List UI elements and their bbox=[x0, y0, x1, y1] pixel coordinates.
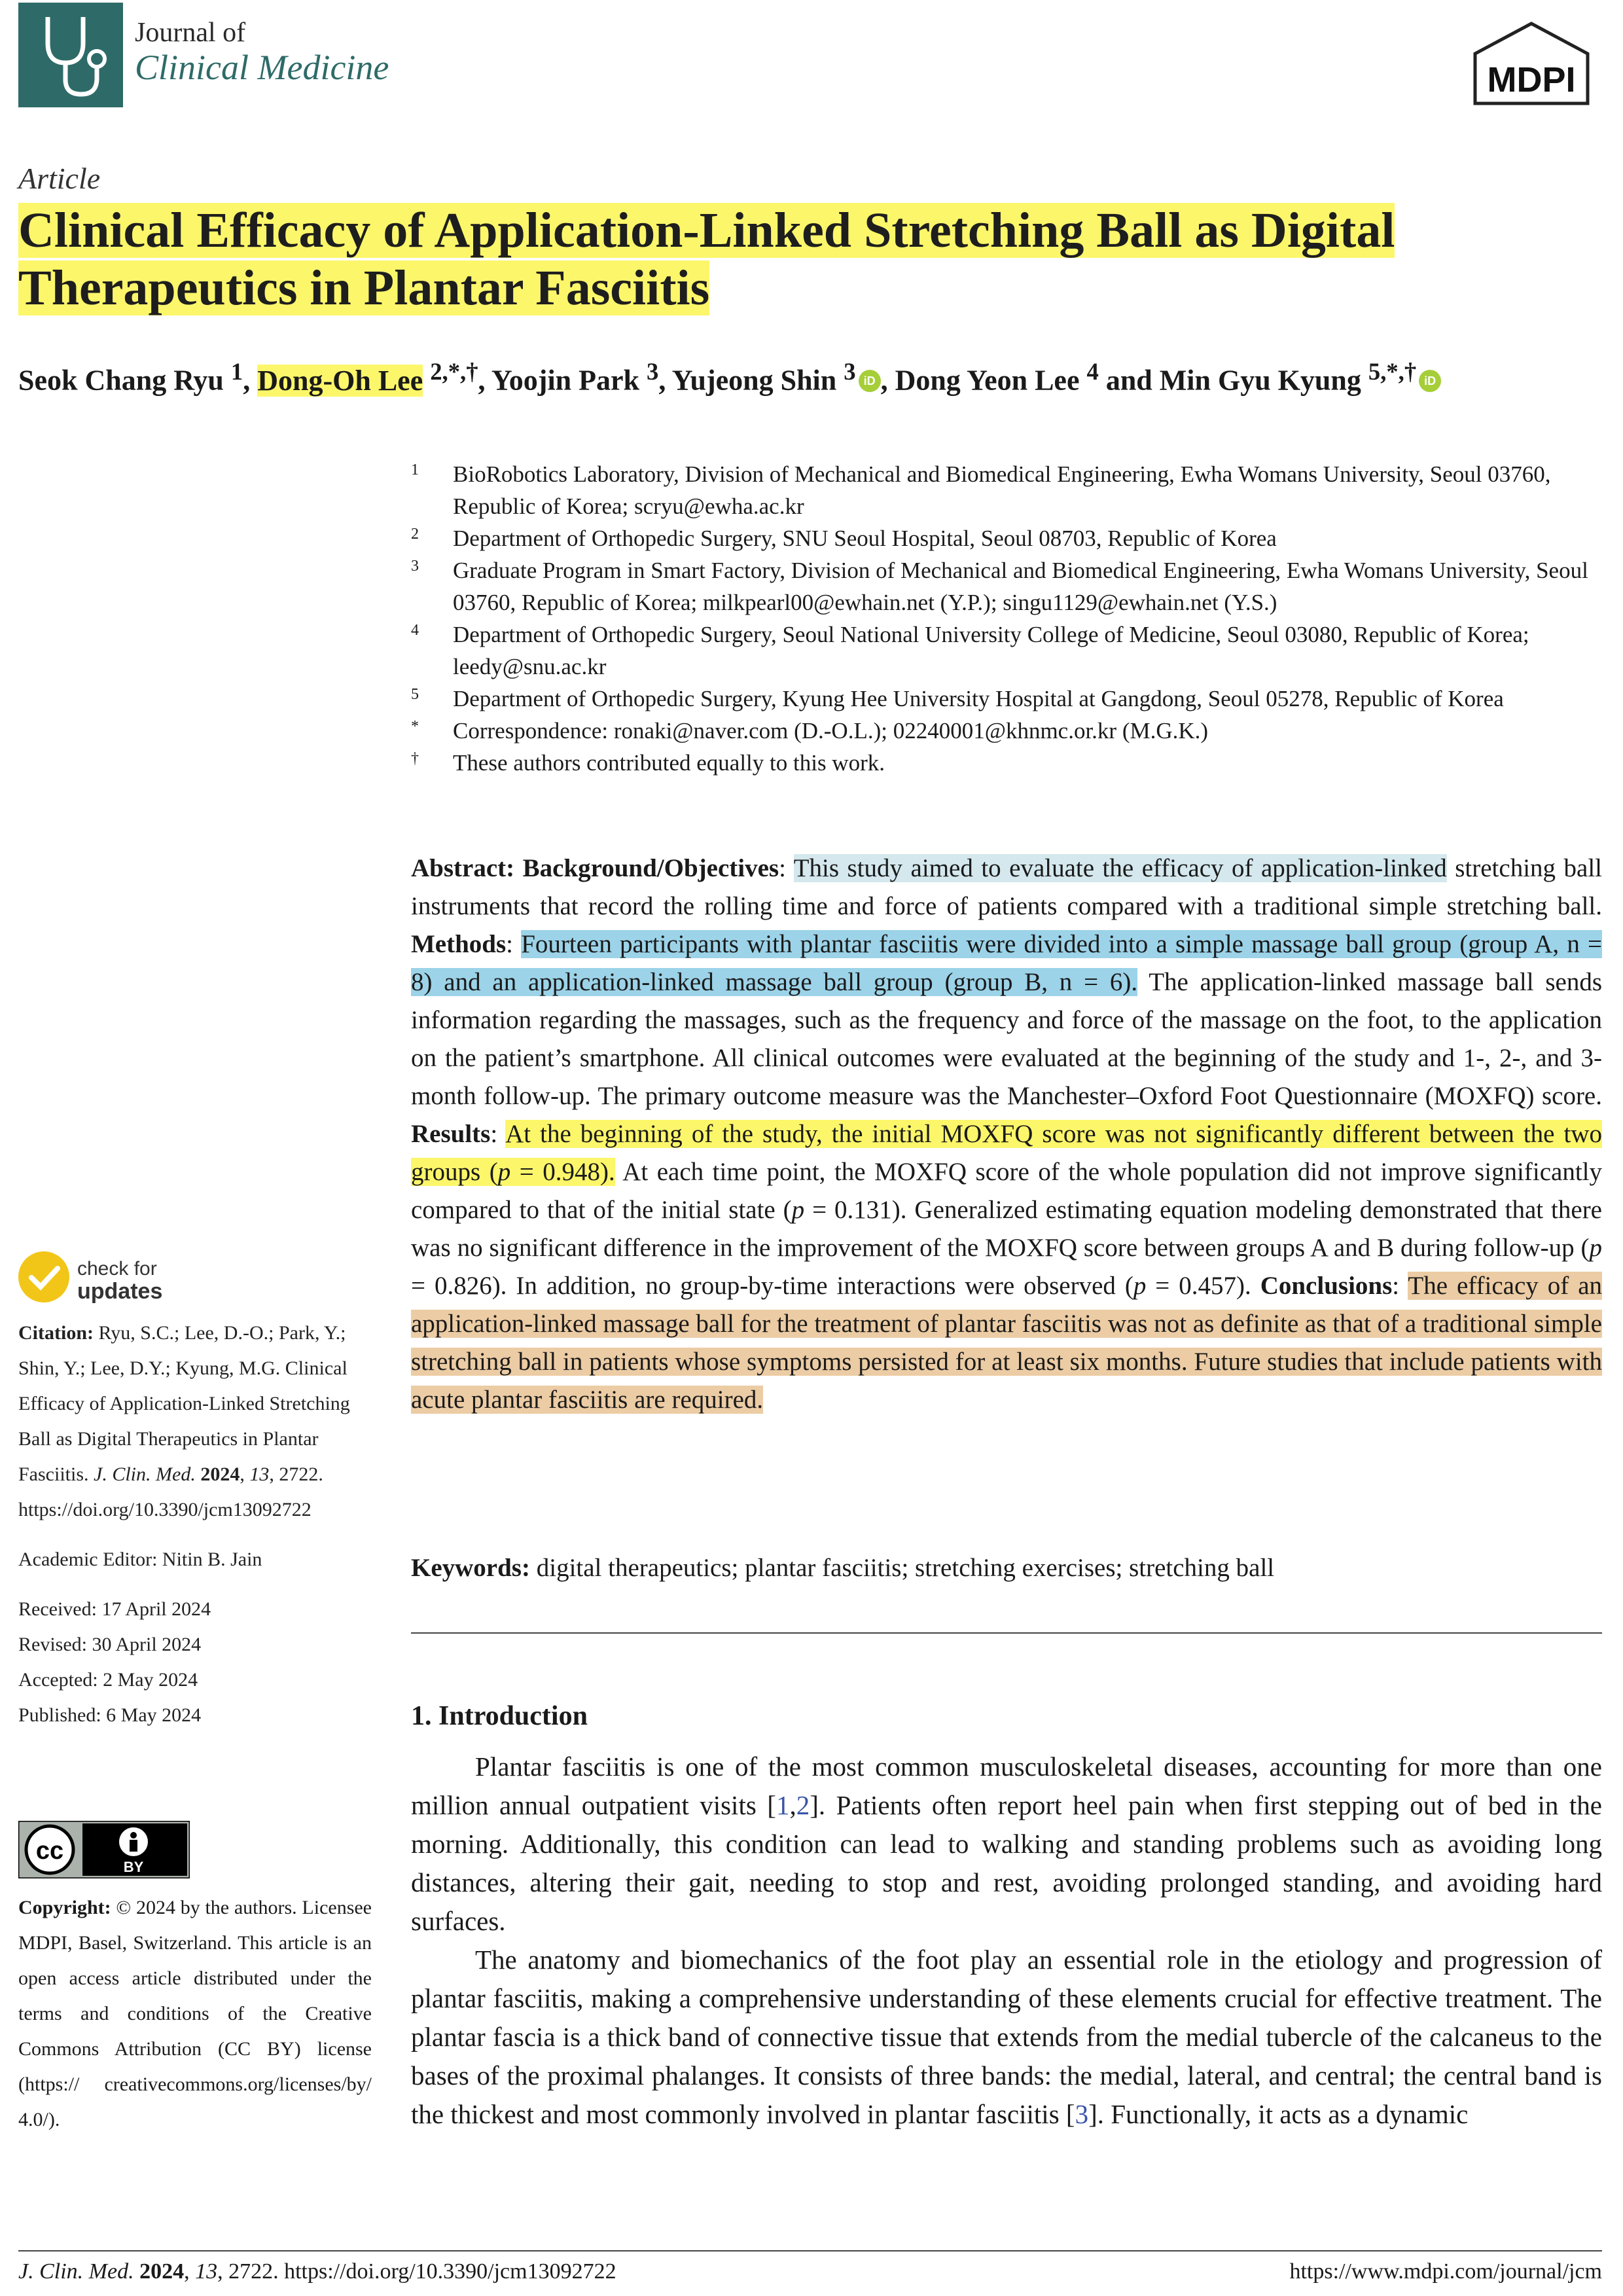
keywords bbox=[411, 1550, 1602, 1587]
journal-name-line2: Clinical Medicine bbox=[135, 48, 389, 87]
equal-contribution-note bbox=[411, 747, 1602, 779]
author-name[interactable]: Dong Yeon Lee bbox=[895, 364, 1080, 397]
footer-year: 2024 bbox=[139, 2259, 185, 2284]
results-highlight-text: At the beginning of the study, the initial MOXFQ score was not significantly different between the two groups ( bbox=[411, 1120, 1603, 1186]
accepted-date: Accepted: 2 May 2024 bbox=[18, 1669, 198, 1691]
affiliations bbox=[411, 458, 1602, 779]
citation-volume: 13 bbox=[249, 1463, 270, 1485]
citation-text: Ryu, S.C.; Lee, D.-O.; Park, Y.; Shin, Y.; Lee, D.Y.; Kyung, M.G. Clinical Efficacy of Application-Linked Stretching Ball as Digital Therapeutics in Plantar Fasciitis. bbox=[18, 1322, 350, 1485]
cc-icon-label: cc bbox=[35, 1837, 64, 1865]
article-info-sidebar bbox=[18, 1316, 378, 1733]
copyright-label: Copyright: bbox=[18, 1897, 111, 1918]
journal-logo bbox=[18, 3, 123, 107]
affiliation-number: * bbox=[411, 718, 419, 735]
footer-volume: 13 bbox=[195, 2259, 218, 2284]
affiliation-item bbox=[411, 554, 1602, 619]
affiliation-text: Department of Orthopedic Surgery, Seoul National University College of Medicine, Seoul 03080, Republic of Korea; leedy@snu.ac.kr bbox=[453, 622, 1529, 679]
revised-date: Revised: 30 April 2024 bbox=[18, 1634, 202, 1655]
author-affiliation-sup: 3 bbox=[844, 358, 856, 385]
citation: Citation: Ryu, S.C.; Lee, D.-O.; Park, Y.; Shin, Y.; Lee, D.Y.; Kyung, M.G. Clinical Efficacy of Application-Linked Stretching Ball as Digital Therapeutics in Plantar Fasciitis. J. Clin. Med. 2024, 13, 2722. https://doi.org/10.3390/jcm13092722 bbox=[18, 1322, 350, 1520]
reference-link[interactable]: 1 bbox=[776, 1790, 790, 1820]
author-affiliation-sup: 4 bbox=[1086, 358, 1099, 385]
paragraph-text: The anatomy and biomechanics of the foot play an essential role in the etiology and progression of plantar fasciitis, making a comprehensive understanding of these elements crucial for effective treatment. The plantar fascia is a thick band of connective tissue that extends from the medial tubercle of the calcaneus to the bases of the proximal phalanges. It consists of three bands: the medial, lateral, and central; the central band is the thickest and most commonly involved in plantar fasciitis [ bbox=[411, 1945, 1602, 2129]
check-for-updates-line2[interactable]: updates bbox=[77, 1279, 163, 1304]
methods-label: Methods bbox=[411, 930, 507, 958]
affiliation-text: Graduate Program in Smart Factory, Division of Mechanical and Biomedical Engineering, Ewha Womans University, Seoul 03760, Republic of Korea; milkpearl00@ewhain.net (Y.P.); singu1129@ewhain.net (Y.S.) bbox=[453, 558, 1588, 615]
citation-doi[interactable]: , 2722. https://doi.org/10.3390/jcm13092722 bbox=[18, 1463, 323, 1520]
paragraph-text: ]. Functionally, it acts as a dynamic bbox=[1088, 2099, 1469, 2129]
affiliation-text: Correspondence: ronaki@naver.com (D.-O.L.); 02240001@khnmc.or.kr (M.G.K.) bbox=[453, 718, 1209, 744]
affiliation-number: 3 bbox=[411, 558, 419, 575]
background-highlight: This study aimed to evaluate the efficacy of application-linked bbox=[793, 854, 1447, 882]
citation-label: Citation: bbox=[18, 1322, 94, 1344]
by-label: BY bbox=[123, 1859, 144, 1875]
author-affiliation-sup: 1 bbox=[230, 358, 243, 385]
cc-by-license-badge[interactable] bbox=[18, 1821, 190, 1878]
published-date: Published: 6 May 2024 bbox=[18, 1704, 202, 1726]
conclusions-label: Conclusions bbox=[1260, 1272, 1393, 1300]
affiliation-number: † bbox=[411, 750, 419, 767]
footer-doi-link[interactable]: , 2722. https://doi.org/10.3390/jcm13092722 bbox=[217, 2259, 616, 2284]
p-symbol: p bbox=[497, 1158, 511, 1186]
keywords-text: digital therapeutics; plantar fasciitis; stretching exercises; stretching ball bbox=[536, 1554, 1275, 1582]
affiliation-item bbox=[411, 458, 1602, 522]
author-name[interactable]: Yujeong Shin bbox=[671, 364, 837, 397]
background-text: stretching ball instruments that record the rolling time and force of patients compared with a traditional simple stretching ball. bbox=[411, 854, 1603, 920]
article-title bbox=[18, 202, 1602, 317]
received-date: Received: 17 April 2024 bbox=[18, 1598, 211, 1620]
citation-journal: J. Clin. Med. bbox=[94, 1463, 196, 1485]
results-highlight-text: = 0.948). bbox=[510, 1158, 615, 1186]
affiliation-number: 5 bbox=[411, 686, 419, 703]
correspondence bbox=[411, 715, 1602, 747]
reference-link[interactable]: 2 bbox=[796, 1790, 810, 1820]
affiliation-item bbox=[411, 619, 1602, 683]
author-conjunction: and bbox=[1105, 364, 1152, 397]
journal-name-line1: Journal of bbox=[135, 18, 246, 48]
author-name[interactable]: Dong-Oh Lee bbox=[257, 364, 423, 397]
conclusions-highlight: The efficacy of an application-linked massage ball for the treatment of plantar fasciitis was not as definite as that of a traditional simple stretching ball in patients whose symptoms persisted for at least six months. Future studies that include patients with acute plantar fasciitis are required. bbox=[411, 1272, 1603, 1414]
p-symbol: p bbox=[1133, 1272, 1147, 1300]
author-affiliation-sup: 3 bbox=[647, 358, 659, 385]
background-label: Background/Objectives bbox=[522, 854, 779, 882]
author-list: Seok Chang Ryu $^1$, Dong-Oh Lee $^{2,*,\dagger}$, Yoojin Park $^3$, Yujeong Shin $^3$ iD , Dong Yeon Lee $^4$ and Min Gyu Kyung $^{5,*,\dagger}$ iD bbox=[18, 353, 1602, 399]
copyright-text: © 2024 by the authors. Licensee MDPI, Basel, Switzerland. This article is an open access article distributed under the terms and conditions of the Creative Commons Attribution (CC BY) license (https:// creativecommons.org/licenses/by/ 4.0/). bbox=[18, 1897, 372, 2130]
orcid-icon[interactable]: iD bbox=[1419, 370, 1441, 392]
methods-text: The application-linked massage ball sends information regarding the massages, such as the frequency and force of the massage on the foot, to the application on the patient’s smartphone. All clinical outcomes were evaluated at the beginning of the study and 1-, 2-, and 3-month follow-up. The primary outcome measure was the Manchester–Oxford Foot Questionnaire (MOXFQ) score. bbox=[411, 968, 1603, 1110]
mdpi-logo-text: MDPI bbox=[1487, 60, 1576, 99]
results-text: = 0.457). bbox=[1146, 1272, 1251, 1300]
p-symbol: p bbox=[791, 1196, 805, 1224]
article-title-text: Clinical Efficacy of Application-Linked Stretching Ball as Digital Therapeutics in Plantar Fasciitis bbox=[18, 203, 1395, 315]
keywords-label: Keywords: bbox=[411, 1554, 530, 1582]
author-name[interactable]: Seok Chang Ryu bbox=[18, 364, 224, 397]
footer-divider bbox=[18, 2250, 1602, 2251]
affiliation-number: 1 bbox=[411, 461, 419, 478]
author-name[interactable]: Min Gyu Kyung bbox=[1159, 364, 1361, 397]
affiliation-item bbox=[411, 683, 1602, 715]
affiliation-number: 2 bbox=[411, 526, 419, 543]
author-name[interactable]: Yoojin Park bbox=[491, 364, 640, 397]
reference-link[interactable]: 3 bbox=[1075, 2099, 1089, 2129]
abstract-label: Abstract: bbox=[411, 854, 515, 882]
section-divider bbox=[411, 1632, 1602, 1634]
methods-highlight: Fourteen participants with plantar fasciitis were divided into a simple massage ball group (group A, n = 8) and an application-linked massage ball group (group B, n = 6). bbox=[411, 930, 1602, 996]
paragraph-text: ]. Patients often report heel pain when first stepping out of bed in the morning. Additionally, this condition can lead to walking and standing problems such as avoiding long distances, altering their gait, needing to stop and rest, avoiding prolonged standing, and avoiding hard surfaces. bbox=[411, 1790, 1602, 1936]
affiliation-text: Department of Orthopedic Surgery, SNU Seoul Hospital, Seoul 08703, Republic of Korea bbox=[453, 526, 1277, 551]
citation-year: 2024 bbox=[200, 1463, 240, 1485]
stethoscope-icon bbox=[18, 3, 123, 107]
p-symbol: p bbox=[1589, 1234, 1602, 1262]
academic-editor: Academic Editor: Nitin B. Jain bbox=[18, 1549, 262, 1570]
results-text: = 0.826). In addition, no group-by-time interactions were observed ( bbox=[411, 1272, 1133, 1300]
section-heading: 1. Introduction bbox=[411, 1701, 588, 1731]
orcid-icon[interactable]: iD bbox=[859, 370, 881, 392]
affiliation-item bbox=[411, 522, 1602, 554]
footer-journal: J. Clin. Med. bbox=[18, 2259, 134, 2284]
author-affiliation-sup: 5,*,† bbox=[1368, 358, 1417, 385]
affiliation-text: Department of Orthopedic Surgery, Kyung Hee University Hospital at Gangdong, Seoul 05278, Republic of Korea bbox=[453, 686, 1504, 711]
affiliation-number: 4 bbox=[411, 622, 419, 639]
introduction-body bbox=[411, 1748, 1602, 2134]
mdpi-logo bbox=[1466, 20, 1597, 111]
affiliation-text: BioRobotics Laboratory, Division of Mechanical and Biomedical Engineering, Ewha Womans University, Seoul 03760, Republic of Korea; scryu@ewha.ac.kr bbox=[453, 461, 1551, 519]
paragraph bbox=[411, 1941, 1602, 2134]
article-type: Article bbox=[18, 162, 101, 195]
check-for-updates-icon[interactable] bbox=[18, 1251, 69, 1302]
paragraph-text: Plantar fasciitis is one of the most common musculoskeletal diseases, accounting for more than one million annual outpatient visits [ bbox=[411, 1751, 1602, 1820]
results-label: Results bbox=[411, 1120, 491, 1148]
results-text: At each time point, the MOXFQ score of the whole population did not improve significantly compared to that of the initial state ( bbox=[411, 1158, 1602, 1224]
results-text: = 0.131). Generalized estimating equation modeling demonstrated that there was no significant difference in the improvement of the MOXFQ score between groups A and B during follow-up ( bbox=[411, 1196, 1602, 1262]
affiliation-text: These authors contributed equally to this work. bbox=[453, 750, 885, 776]
footer-citation: J. Clin. Med. 2024, 13, 2722. https://doi.org/10.3390/jcm13092722 bbox=[18, 2259, 616, 2284]
footer-journal-url[interactable]: https://www.mdpi.com/journal/jcm bbox=[1289, 2259, 1602, 2284]
abstract: Abstract: Background/Objectives: This study aimed to evaluate the efficacy of application-linked stretching ball instruments that record the rolling time and force of patients compared with a traditional simple stretching ball. Methods: Fourteen participants with plantar fasciitis were divided into a simple massage ball group (group A, n = 8) and an application-linked massage ball group (group B, n = 6). The application-linked massage ball sends information regarding the massages, such as the frequency and force of the massage on the foot, to the application on the patient’s smartphone. All clinical outcomes were evaluated at the beginning of the study and 1-, 2-, and 3-month follow-up. The primary outcome measure was the Manchester–Oxford Foot Questionnaire (MOXFQ) score. Results: At the beginning of the study, the initial MOXFQ score was not significantly different between the two groups (p = 0.948). At each time point, the MOXFQ score of the whole population did not improve significantly compared to that of the initial state (p = 0.131). Generalized estimating equation modeling demonstrated that there was no significant difference in the improvement of the MOXFQ score between groups A and B during follow-up (p = 0.826). In addition, no group-by-time interactions were observed (p = 0.457). Conclusions: The efficacy of an application-linked massage ball for the treatment of plantar fasciitis was not as definite as that of a traditional simple stretching ball in patients whose symptoms persisted for at least six months. Future studies that include patients with acute plantar fasciitis are required. bbox=[411, 854, 1603, 1414]
paragraph: Plantar fasciitis is one of the most common musculoskeletal diseases, accounting for more than one million annual outpatient visits [1,2]. Patients often report heel pain when first stepping out of bed in the morning. Additionally, this condition can lead to walking and standing problems such as avoiding long distances, altering their gait, needing to stop and rest, avoiding prolonged standing, and avoiding hard surfaces. bbox=[411, 1751, 1602, 1936]
check-for-updates-line1[interactable]: check for bbox=[77, 1258, 157, 1280]
author-affiliation-sup: 2,*,† bbox=[430, 358, 478, 385]
copyright-notice bbox=[18, 1890, 372, 2138]
